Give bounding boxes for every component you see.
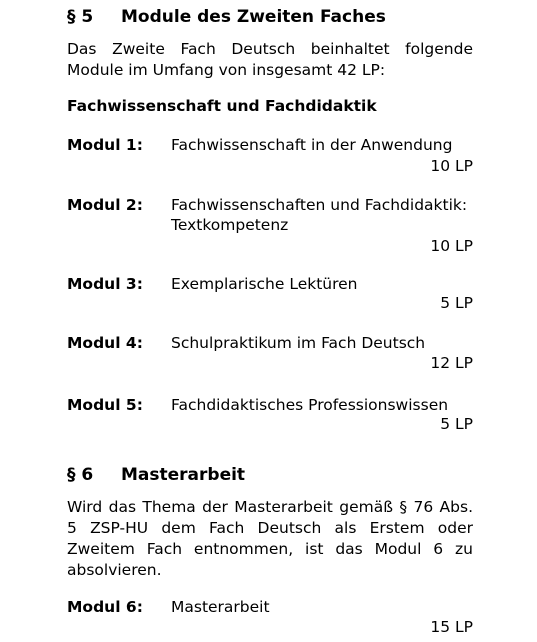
module-2-lp: 10 LP [430, 237, 473, 255]
module-4-lp: 12 LP [430, 354, 473, 372]
module-6-lp: 15 LP [430, 618, 473, 636]
module-5-lp: 5 LP [440, 415, 473, 433]
section-6-number: § 6 [67, 465, 94, 485]
module-4-label: Modul 4: [67, 334, 143, 352]
module-2-title: Fachwissenschaften und Fachdidaktik: [171, 196, 468, 214]
module-3-title: Exemplarische Lektüren [171, 275, 358, 293]
module-4-title: Schulpraktikum im Fach Deutsch [171, 334, 426, 352]
module-1-lp: 10 LP [430, 157, 473, 175]
module-5-label: Modul 5: [67, 396, 143, 414]
module-6-title: Masterarbeit [171, 598, 270, 616]
intro-line: Module im Umfang von insgesamt 42 LP: [67, 61, 386, 79]
body-line: Zweitem Fach entnommen, ist das Modul 6 zu [67, 540, 473, 558]
body-line: Wird das Thema der Masterarbeit gemäß § 76 Abs. [67, 498, 473, 516]
section-5-title: Module des Zweiten Faches [121, 7, 386, 27]
body-line: absolvieren. [67, 561, 162, 579]
section-6-body [67, 497, 473, 581]
module-1-title: Fachwissenschaft in der Anwendung [171, 136, 453, 154]
module-5-title: Fachdidaktisches Professionswissen [171, 396, 449, 414]
section-6-title: Masterarbeit [121, 465, 246, 485]
section-5-number: § 5 [67, 7, 94, 27]
intro-line: Das Zweite Fach Deutsch beinhaltet folgende [67, 40, 473, 58]
body-line: 5 ZSP-HU dem Fach Deutsch als Erstem oder [67, 519, 473, 537]
module-6-label: Modul 6: [67, 598, 143, 616]
module-2-label: Modul 2: [67, 196, 143, 214]
subheading-fachwissenschaft: Fachwissenschaft und Fachdidaktik [67, 97, 377, 115]
module-1-label: Modul 1: [67, 136, 143, 154]
module-2-title-line-2: Textkompetenz [171, 216, 289, 234]
module-3-lp: 5 LP [440, 294, 473, 312]
module-3-label: Modul 3: [67, 275, 143, 293]
section-5-intro [67, 39, 473, 81]
